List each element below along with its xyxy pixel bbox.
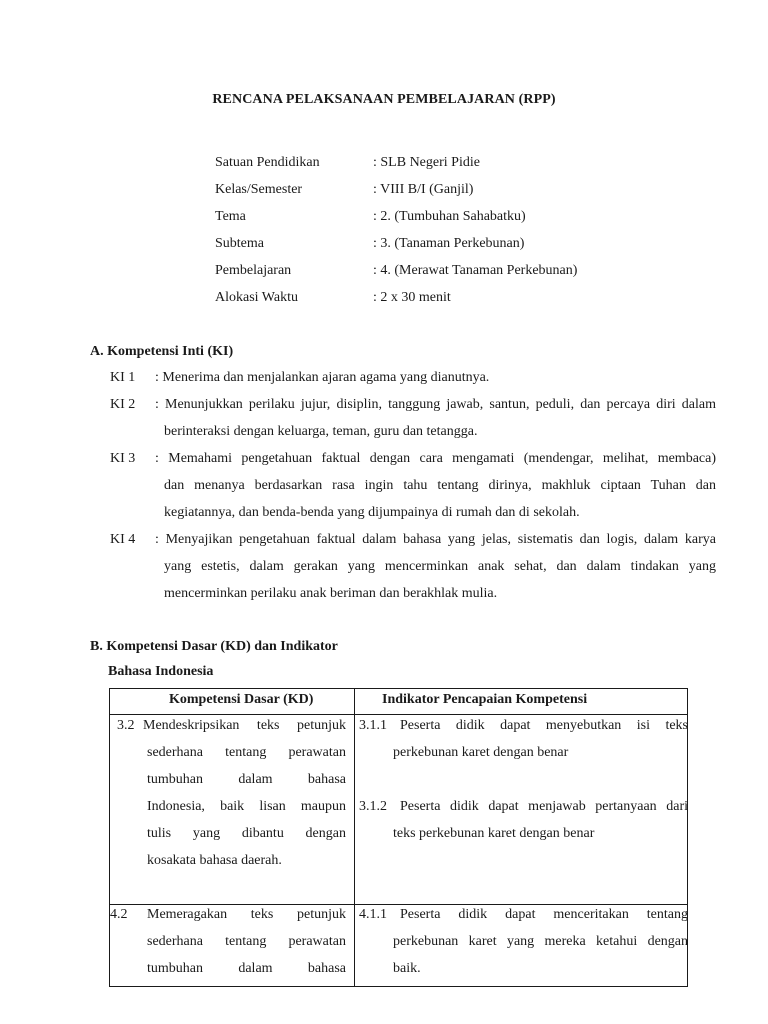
ki-label: KI 4 xyxy=(110,532,136,547)
ki-text-line: : Menunjukkan perilaku jujur, disiplin, tanggung jawab, santun, peduli, dan percaya diri dalam xyxy=(155,397,716,412)
section-b-heading: B. Kompetensi Dasar (KD) dan Indikator xyxy=(90,639,338,654)
meta-value: : 3. (Tanaman Perkebunan) xyxy=(373,236,525,251)
ki-label: KI 3 xyxy=(110,451,136,466)
table-header-indicator: Indikator Pencapaian Kompetensi xyxy=(382,692,588,707)
ki-label: KI 2 xyxy=(110,397,136,412)
meta-label: Pembelajaran xyxy=(215,263,292,278)
meta-label: Subtema xyxy=(215,236,264,251)
ki-text-line: mencerminkan perilaku anak beriman dan berakhlak mulia. xyxy=(164,586,498,601)
indicator-number: 3.1.1 xyxy=(359,718,387,733)
meta-value: : 2 x 30 menit xyxy=(373,290,451,305)
indicator-text-line: teks perkebunan karet dengan benar xyxy=(393,826,595,841)
meta-value: : 4. (Merawat Tanaman Perkebunan) xyxy=(373,263,578,278)
kd-text-line: sederhana tentang perawatan xyxy=(147,934,346,949)
kd-text-line: Indonesia, baik lisan maupun xyxy=(147,799,346,814)
kd-text-line: Mendeskripsikan teks petunjuk xyxy=(143,718,346,733)
meta-label: Alokasi Waktu xyxy=(215,290,298,305)
kd-text-line: kosakata bahasa daerah. xyxy=(147,853,282,868)
kd-text-line: tumbuhan dalam bahasa xyxy=(147,961,346,976)
kd-text-line: sederhana tentang perawatan xyxy=(147,745,346,760)
indicator-text-line: Peserta didik dapat menyebutkan isi teks xyxy=(400,718,688,733)
ki-text-line: berinteraksi dengan keluarga, teman, guru dan tetangga. xyxy=(164,424,478,439)
ki-text-line: kegiatannya, dan benda-benda yang dijumpainya di rumah dan di sekolah. xyxy=(164,505,580,520)
indicator-text-line: Peserta didik dapat menceritakan tentang xyxy=(400,907,688,922)
section-a-heading: A. Kompetensi Inti (KI) xyxy=(90,344,234,359)
document-title: RENCANA PELAKSANAAN PEMBELAJARAN (RPP) xyxy=(212,92,556,107)
indicator-text-line: perkebunan karet dengan benar xyxy=(393,745,569,760)
meta-value: : VIII B/I (Ganjil) xyxy=(373,182,474,197)
indicator-text-line: Peserta didik dapat menjawab pertanyaan dari xyxy=(400,799,688,814)
table-header-kd: Kompetensi Dasar (KD) xyxy=(169,692,314,707)
ki-text-line: : Menerima dan menjalankan ajaran agama yang dianutnya. xyxy=(155,370,490,385)
indicator-number: 3.1.2 xyxy=(359,799,387,814)
meta-label: Satuan Pendidikan xyxy=(215,155,320,170)
table-column-divider xyxy=(354,689,355,986)
ki-text-line: : Memahami pengetahuan faktual dengan cara mengamati (mendengar, melihat, membaca) xyxy=(155,451,716,466)
ki-text-line: : Menyajikan pengetahuan faktual dalam bahasa yang jelas, sistematis dan logis, dalam karya xyxy=(155,532,716,547)
meta-value: : 2. (Tumbuhan Sahabatku) xyxy=(373,209,526,224)
indicator-number: 4.1.1 xyxy=(359,907,387,922)
subject-heading: Bahasa Indonesia xyxy=(108,664,214,679)
kd-text-line: tulis yang dibantu dengan xyxy=(147,826,346,841)
kd-number: 4.2 xyxy=(110,907,128,922)
kd-text-line: tumbuhan dalam bahasa xyxy=(147,772,346,787)
ki-text-line: yang estetis, dalam gerakan yang mencerminkan anak sehat, dan dalam tindakan yang xyxy=(164,559,716,574)
kd-text-line: Memeragakan teks petunjuk xyxy=(147,907,346,922)
meta-label: Tema xyxy=(215,209,246,224)
ki-text-line: dan menanya berdasarkan rasa ingin tahu tentang dirinya, makhluk ciptaan Tuhan dan xyxy=(164,478,716,493)
meta-label: Kelas/Semester xyxy=(215,182,303,197)
ki-label: KI 1 xyxy=(110,370,136,385)
indicator-text-line: perkebunan karet yang mereka ketahui dengan xyxy=(393,934,688,949)
kd-indicator-table xyxy=(109,688,688,987)
meta-value: : SLB Negeri Pidie xyxy=(373,155,480,170)
table-header-divider xyxy=(110,714,687,715)
kd-number: 3.2 xyxy=(117,718,135,733)
indicator-text-line: baik. xyxy=(393,961,421,976)
